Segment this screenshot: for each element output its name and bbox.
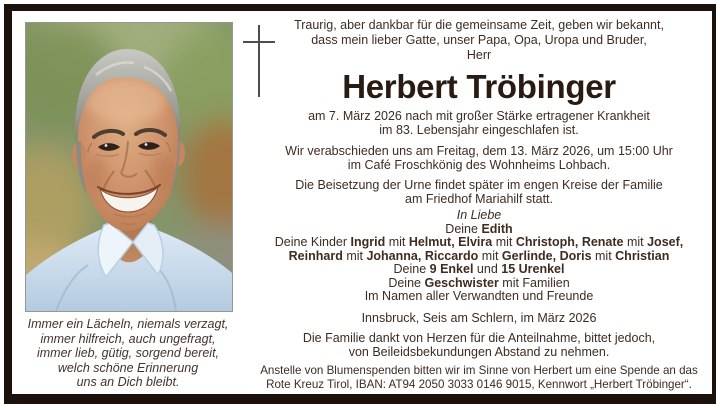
- line: Herr: [466, 48, 492, 62]
- line: am Friedhof Mariahilf statt.: [405, 192, 553, 206]
- line: welch schöne Erinnerung: [57, 360, 199, 375]
- line: Deine 9 Enkel und 15 Urenkel: [393, 262, 565, 276]
- mourners-list: [246, 223, 712, 304]
- announcement-column: [246, 18, 712, 392]
- death-info: [246, 109, 712, 137]
- portrait-photo: [25, 22, 233, 312]
- place-date-line: Innsbruck, Seis am Schlern, im März 2026: [361, 310, 597, 325]
- line: Die Beisetzung der Urne findet später im engen Kreise der Familie: [295, 178, 663, 192]
- line: im 83. Lebensjahr eingeschlafen ist.: [379, 123, 579, 137]
- line: Wir verabschieden uns am Freitag, dem 13. März 2026, um 15:00 Uhr: [285, 144, 673, 158]
- line: Reinhard mit Johanna, Riccardo mit Gerlinde, Doris mit Christian: [288, 248, 670, 263]
- line: im Café Froschkönig des Wohnheims Lohbach.: [347, 158, 611, 172]
- line: Deine Geschwister mit Familien: [388, 275, 570, 290]
- line: Die Familie dankt von Herzen für die Anteilnahme, bittet jedoch,: [302, 330, 656, 345]
- line: Deine Kinder Ingrid mit Helmut, Elvira mit Christoph, Renate mit Josef,: [274, 235, 684, 249]
- line: Rote Kreuz Tirol, IBAN: AT94 2050 3033 0146 9015, Kennwort „Herbert Tröbinger“.: [266, 377, 692, 391]
- farewell-info: [246, 144, 712, 172]
- portrait-illustration: [26, 23, 232, 311]
- line: Im Namen aller Verwandten und Freunde: [364, 289, 594, 303]
- line: dass mein lieber Gatte, unser Papa, Opa, Uropa und Bruder,: [311, 33, 647, 47]
- photo-caption-poem: [14, 317, 242, 390]
- deceased-name: Herbert Tröbinger: [342, 68, 616, 105]
- intro-text: [246, 18, 712, 63]
- burial-info: [246, 178, 712, 206]
- in-love-line: In Liebe: [456, 208, 502, 222]
- line: Anstelle von Blumenspenden bitten wir im Sinne von Herbert um eine Spende an das: [260, 363, 698, 377]
- line: immer hilfreich, auch ungefragt,: [40, 331, 216, 346]
- line: Traurig, aber dankbar für die gemeinsame Zeit, geben wir bekannt,: [294, 18, 664, 32]
- line: uns an Dich bleibt.: [76, 375, 180, 389]
- thanks-text: [246, 331, 712, 359]
- line: Deine Edith: [445, 221, 513, 236]
- line: von Beileidsbekundungen Abstand zu nehmen.: [348, 344, 610, 359]
- line: immer lieb, gütig, sorgend bereit,: [36, 346, 220, 360]
- line: Immer ein Lächeln, niemals verzagt,: [27, 317, 229, 331]
- line: am 7. März 2026 nach mit großer Stärke ertragener Krankheit: [308, 109, 650, 123]
- donation-text: [246, 364, 712, 392]
